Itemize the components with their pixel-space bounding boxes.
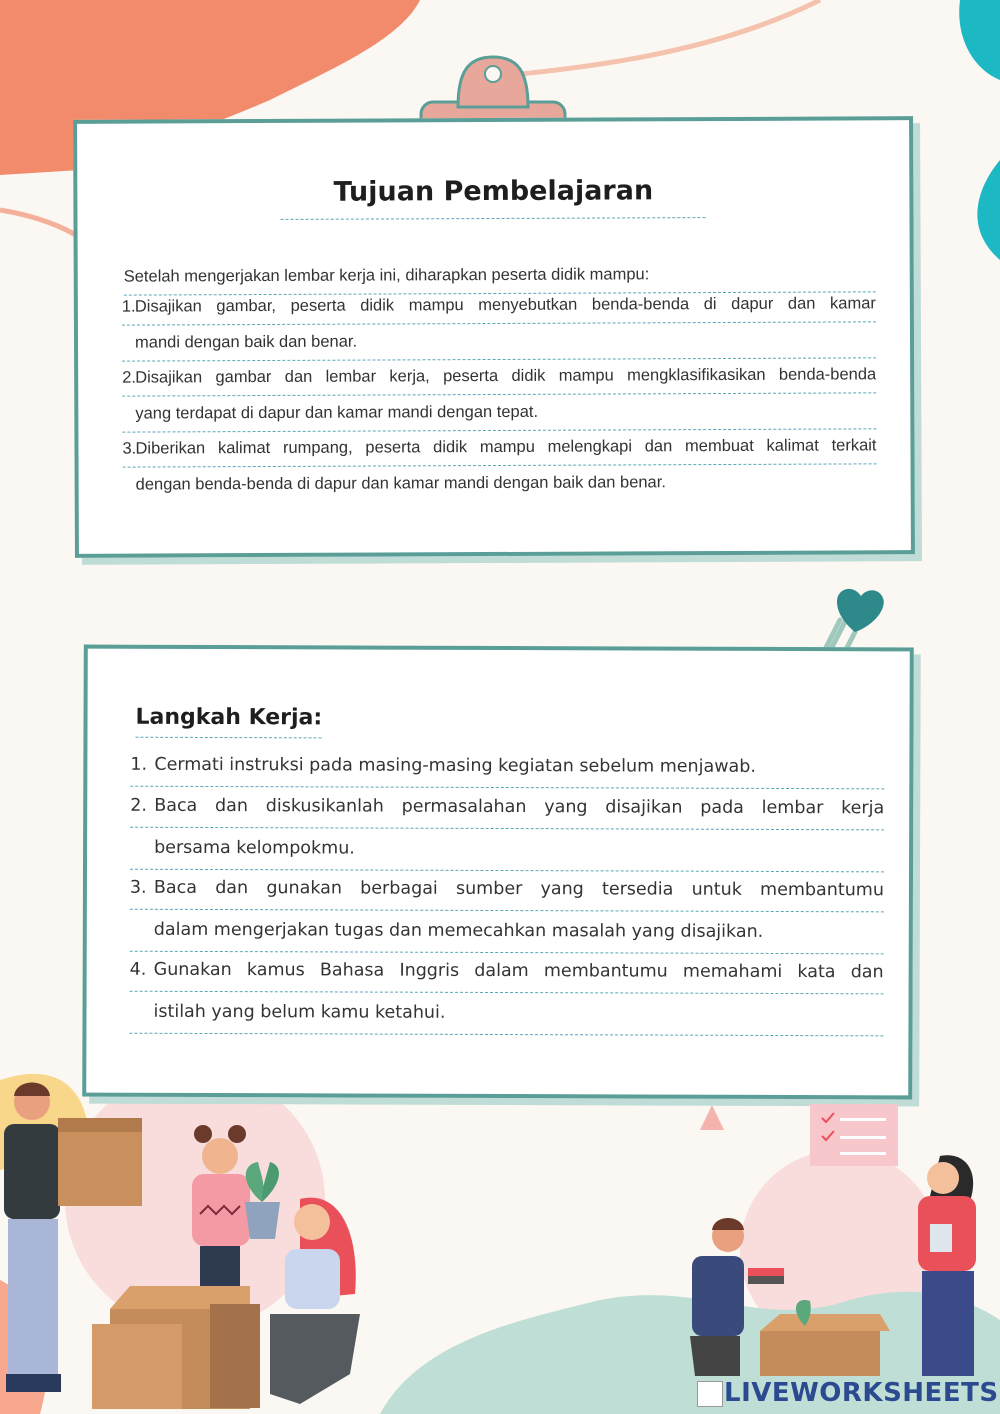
step-number: 2. bbox=[130, 795, 147, 816]
step-item bbox=[130, 745, 884, 790]
goal-number: 3. bbox=[122, 439, 137, 458]
goal-text: yang terdapat di dapur dan kamar mandi dengan tepat. bbox=[122, 393, 876, 432]
goal-number: 2. bbox=[122, 368, 136, 387]
goal-item bbox=[122, 286, 876, 361]
liveworksheets-logo-icon bbox=[697, 1381, 723, 1407]
goal-text: Disajikan gambar dan lembar kerja, peserta didik mampu mengklasifikasikan benda-benda bbox=[135, 365, 877, 387]
step-text: Baca dan diskusikanlah permasalahan yang disajikan pada lembar kerja bbox=[154, 795, 885, 819]
goal-item bbox=[122, 428, 876, 502]
step-number: 4. bbox=[129, 959, 147, 980]
cyan-blob bbox=[959, 0, 1000, 80]
step-item bbox=[130, 786, 884, 873]
step-item bbox=[130, 868, 884, 955]
goal-number: 1. bbox=[121, 297, 136, 316]
watermark: LIVEWORKSHEETS bbox=[724, 1378, 999, 1408]
goals-title: Tujuan Pembelajaran bbox=[333, 175, 654, 208]
step-text: Cermati instruksi pada masing-masing kegiatan sebelum menjawab. bbox=[154, 754, 756, 777]
goal-text: Diberikan kalimat rumpang, peserta didik mampu melengkapi dan membuat kalimat terkait bbox=[135, 436, 877, 458]
step-text: Baca dan gunakan berbagai sumber yang tersedia untuk membantumu bbox=[153, 877, 884, 901]
goals-intro: Setelah mengerjakan lembar kerja ini, diharapkan peserta didik mampu: bbox=[124, 264, 876, 295]
goal-text: Disajikan gambar, peserta didik mampu menyebutkan benda-benda di dapur dan kamar bbox=[134, 294, 876, 316]
work-steps-card bbox=[82, 645, 914, 1100]
goal-text: dengan benda-benda di dapur dan kamar mandi dengan baik dan benar. bbox=[135, 473, 666, 494]
learning-goals-card bbox=[73, 116, 915, 558]
people-moving-boxes-illustration bbox=[0, 1074, 400, 1414]
step-text: Gunakan kamus Bahasa Inggris dalam membantumu memahami kata dan bbox=[153, 959, 884, 983]
step-number: 3. bbox=[129, 877, 147, 898]
cyan-drop bbox=[977, 160, 1000, 260]
goal-item bbox=[122, 357, 876, 432]
step-text: dalam mengerjakan tugas dan memecahkan masalah yang disajikan. bbox=[130, 910, 884, 955]
title-underline bbox=[135, 737, 321, 739]
step-text: istilah yang belum kamu ketahui. bbox=[129, 992, 883, 1037]
steps-title: Langkah Kerja: bbox=[135, 704, 323, 731]
step-item bbox=[129, 950, 883, 1037]
people-unpacking-illustration bbox=[640, 1096, 1000, 1376]
step-text: bersama kelompokmu. bbox=[130, 828, 884, 873]
step-number: 1. bbox=[130, 754, 148, 775]
goal-text: mandi dengan baik dan benar. bbox=[122, 322, 876, 361]
title-underline bbox=[280, 217, 705, 220]
